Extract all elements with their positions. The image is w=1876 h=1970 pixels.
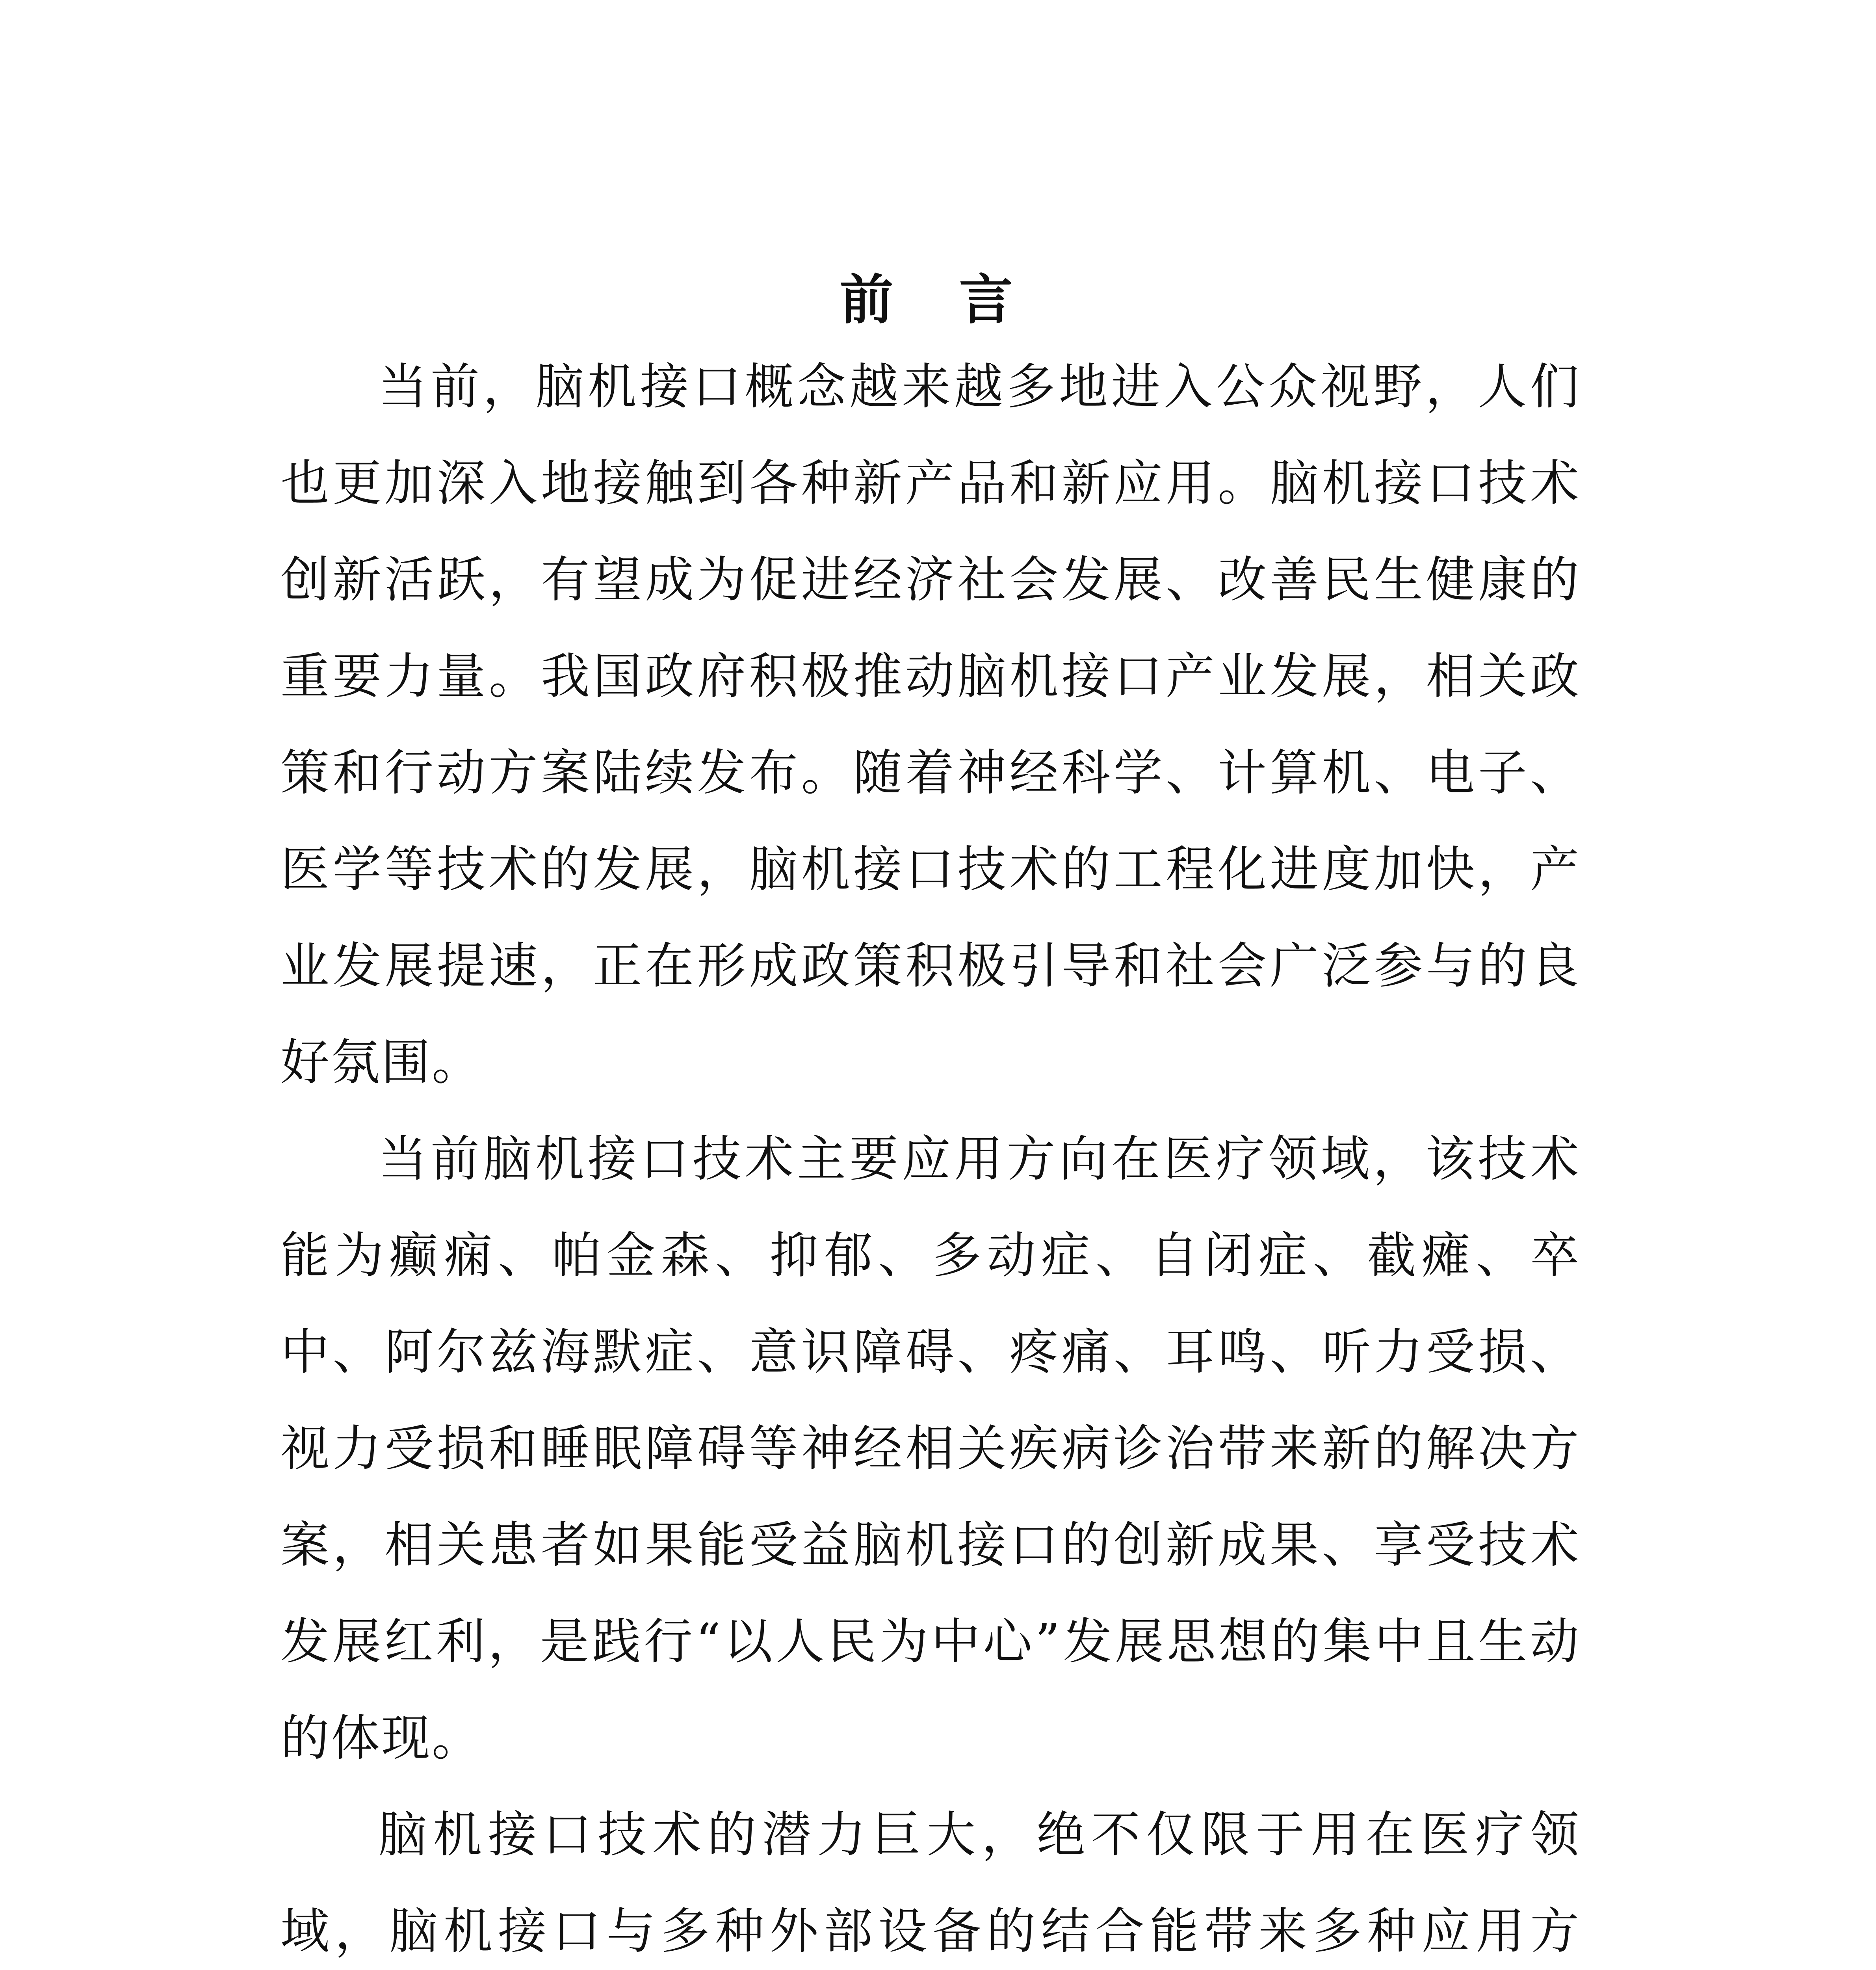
paragraph-2: 当前脑机接口技术主要应用方向在医疗领域，该技术能为癫痫、帕金森、抑郁、多动症、自闭症、截瘫、卒中、阿尔兹海默症、意识障碍、疼痛、耳鸣、听力受损、视力受损和睡眠障碍等神经相关疾病诊治带来新的解决方案，相关患者如果能受益脑机接口的创新成果、享受技术发展红利，是践行“以人民为中心”发展思想的集中且生动的体现。 bbox=[280, 1131, 1581, 1767]
paragraph-1: 当前，脑机接口概念越来越多地进入公众视野，人们也更加深入地接触到各种新产品和新应用。脑机接口技术创新活跃，有望成为促进经济社会发展、改善民生健康的重要力量。我国政府积极推动脑机接口产业发展，相关政策和行动方案陆续发布。随着神经科学、计算机、电子、医学等技术的发展，脑机接口技术的工程化进度加快，产业发展提速，正在形成政策积极引导和社会广泛参与的良好氛围。 bbox=[280, 359, 1581, 1091]
document-body bbox=[280, 339, 1581, 1970]
paragraph-3: 脑机接口技术的潜力巨大，绝不仅限于用在医疗领域，脑机接口与多种外部设备的结合能带来多种应用方 bbox=[280, 1806, 1581, 1960]
page-title: 前 言 bbox=[840, 268, 1036, 332]
